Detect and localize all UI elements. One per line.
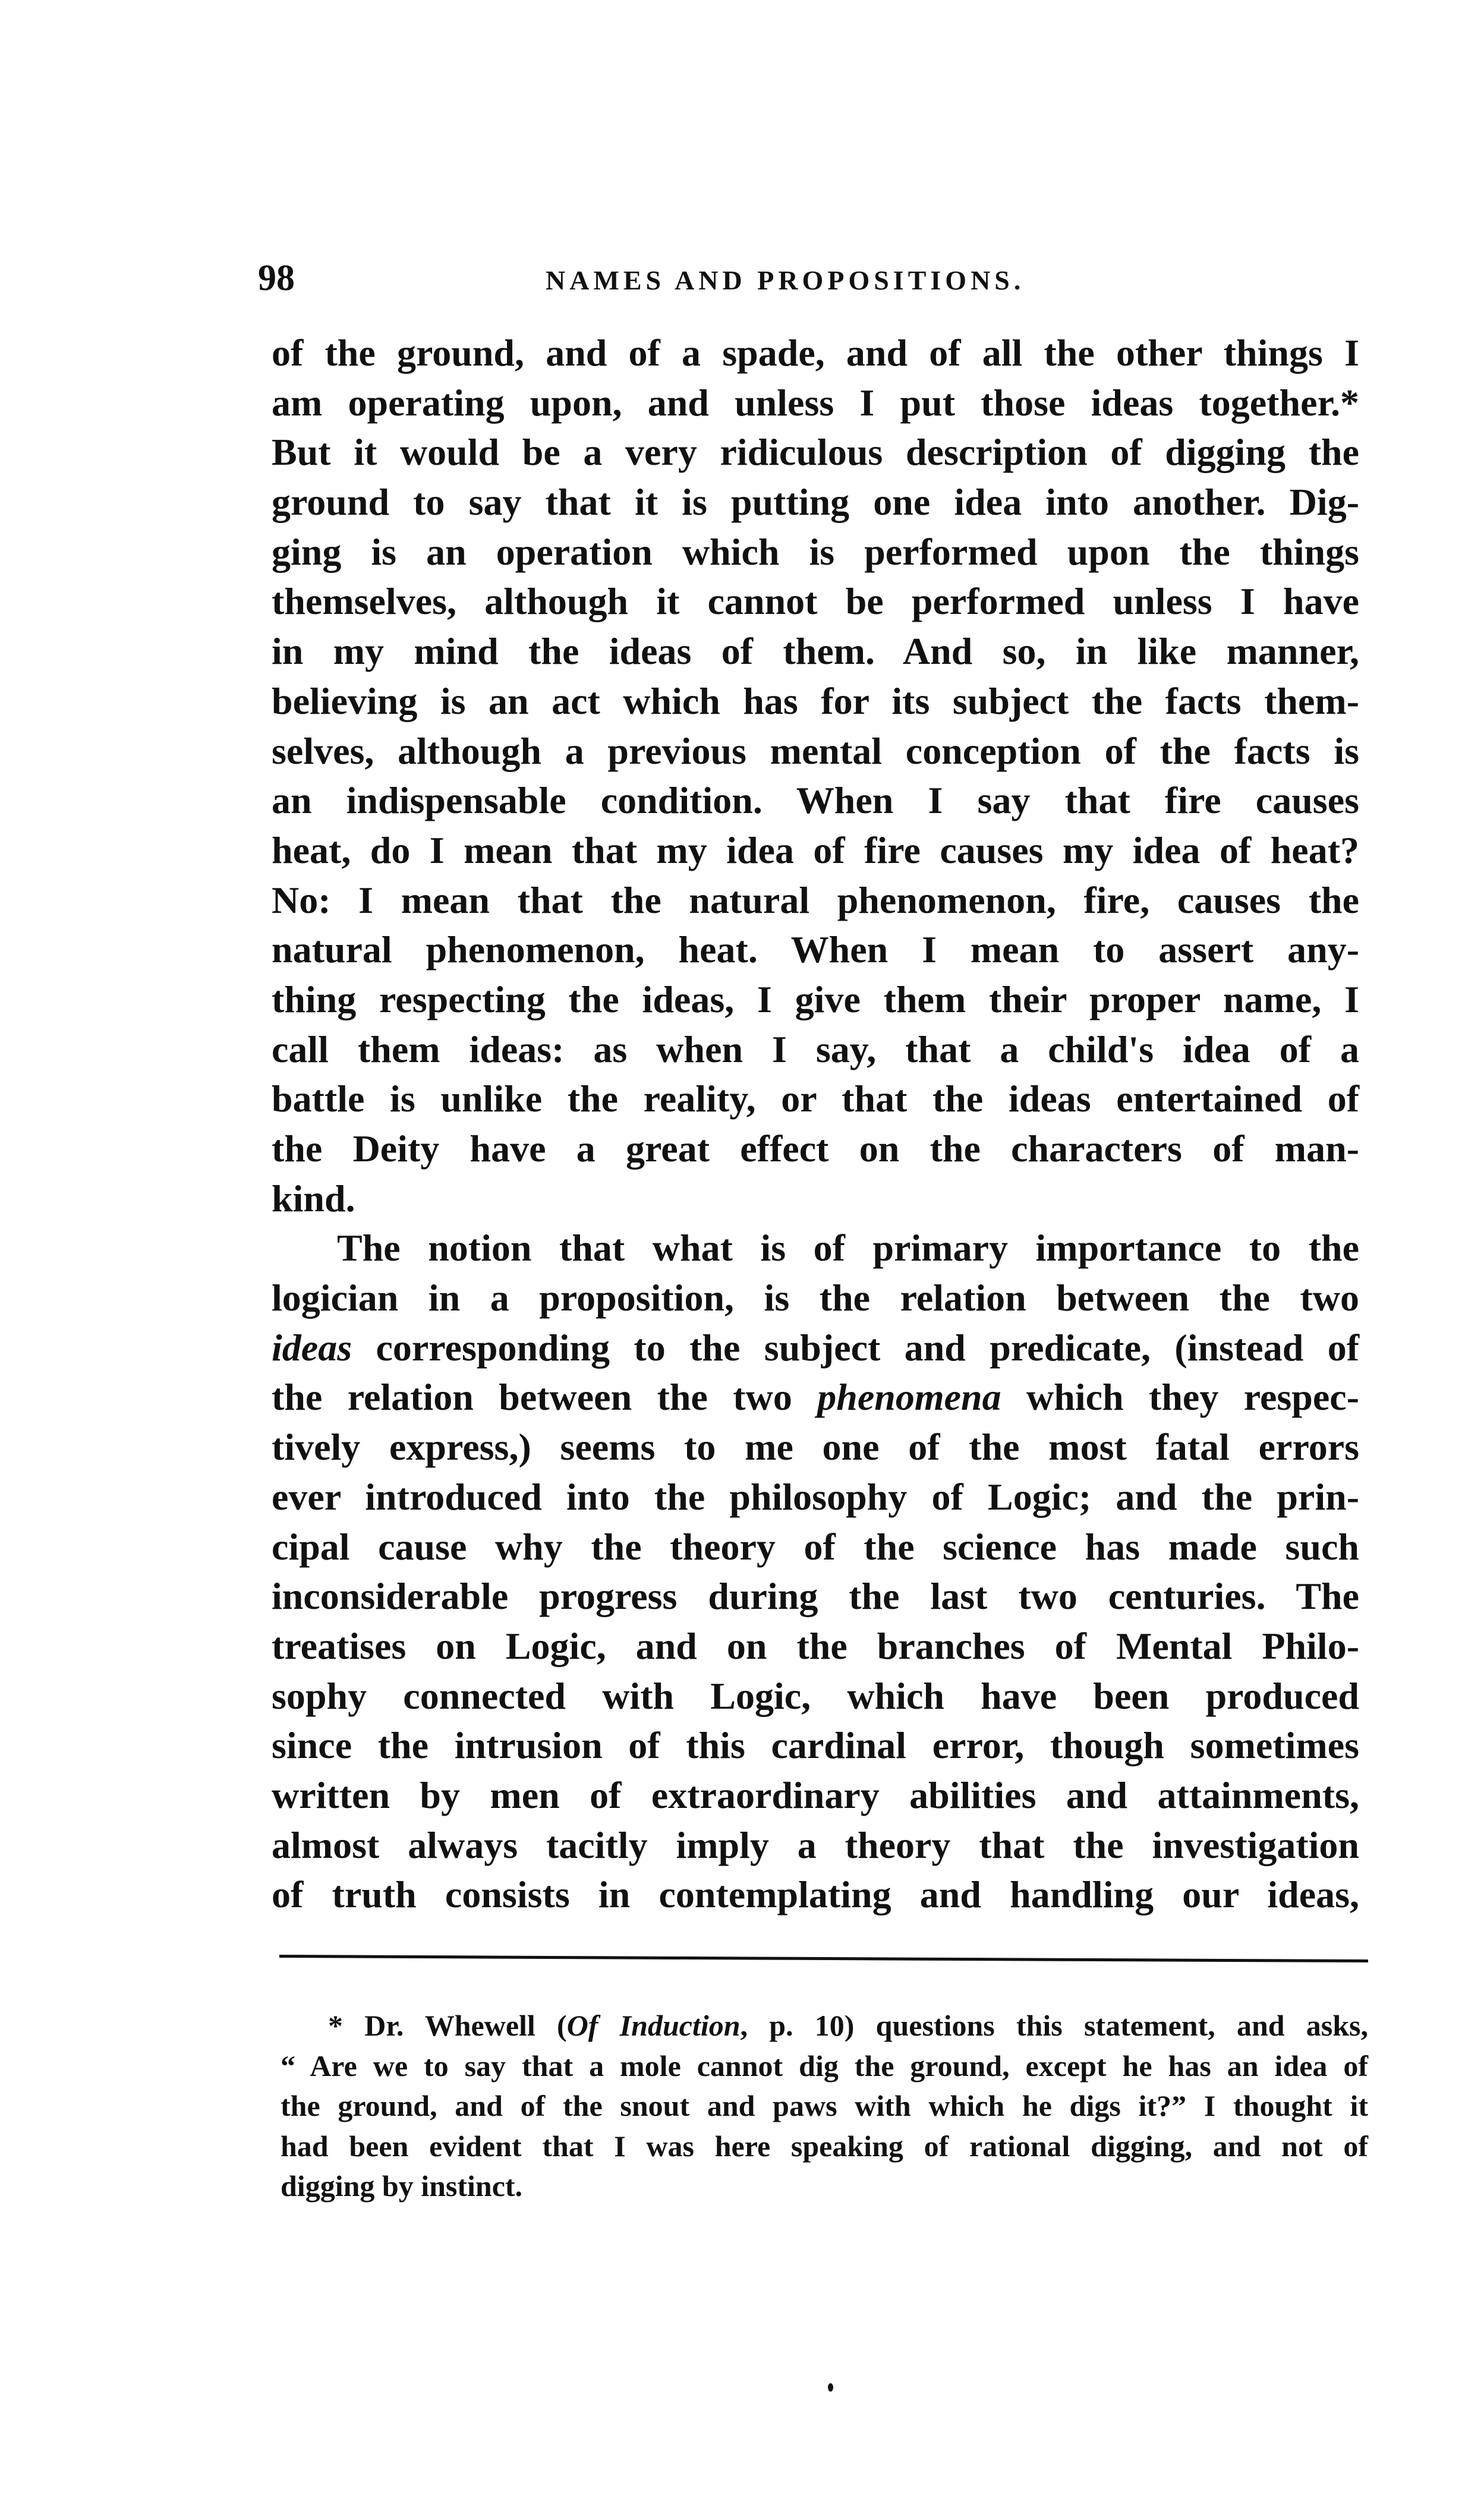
footnote-line: digging by instinct. [281,2169,523,2203]
text-line: the Deity have a great effect on the characters of man- [272,1127,1359,1170]
text-line: But it would be a very ridiculous description of digging the [272,431,1359,474]
italic-title: Of Induction [566,2009,741,2042]
text-line: themselves, although it cannot be performed unless I have [272,580,1359,623]
text-line: written by men of extraordinary abilities and attainments, [272,1773,1359,1816]
text-line: selves, although a previous mental conception of the facts is [272,729,1359,772]
text-line: logician in a proposition, is the relation between the two [272,1277,1359,1319]
text-line: battle is unlike the reality, or that the ideas entertained of [272,1078,1359,1120]
running-header [258,254,1368,302]
text-line: call them ideas: as when I say, that a child's idea of a [272,1028,1359,1070]
running-title: NAMES AND PROPOSITIONS. [546,265,1025,295]
text-line: believing is an act which has for its subject the facts them- [272,679,1359,722]
text-line: in my mind the ideas of them. And so, in like manner, [272,630,1359,673]
footnote-line: had been evident that I was here speaking of rational digging, and not of [281,2129,1368,2163]
footnote-line: “ Are we to say that a mole cannot dig the ground, except he has an idea of [281,2049,1368,2083]
text-line: since the intrusion of this cardinal error, though sometimes [272,1724,1359,1767]
text-line: ideas corresponding to the subject and predicate, (instead of [272,1326,1359,1369]
text-line: ever introduced into the philosophy of Logic; and the prin- [272,1475,1359,1518]
italic-term: ideas [272,1326,352,1369]
text-line: almost always tacitly imply a theory that the investigation [272,1823,1359,1866]
text-line: No: I mean that the natural phenomenon, fire, causes the [272,878,1359,921]
text-line: an indispensable condition. When I say that fire causes [272,779,1359,822]
text-line: kind. [272,1177,355,1220]
footnote [281,2006,1368,2207]
text-line: of the ground, and of a spade, and of all the other things I [272,332,1359,374]
text-line: ground to say that it is putting one idea into another. Dig- [272,481,1359,524]
text-line: inconsiderable progress during the last two centuries. The [272,1575,1359,1618]
page-number: 98 [258,258,295,298]
text-line: am operating upon, and unless I put those ideas together.* [272,381,1359,424]
text-line: the relation between the two phenomena which they respec- [272,1376,1360,1419]
text-line: thing respecting the ideas, I give them their proper name, I [272,978,1359,1020]
text-line: ging is an operation which is performed upon the things [272,530,1359,573]
text-line: of truth consists in contemplating and handling our ideas, [272,1873,1359,1916]
footnote-line: * Dr. Whewell (Of Induction, p. 10) questions this statement, and asks, [328,2009,1368,2042]
footnote-line: the ground, and of the snout and paws with which he digs it?” I thought it [281,2089,1368,2122]
italic-term: phenomena [817,1376,1001,1419]
footnote-divider [279,1955,1368,1962]
text-line: cipal cause why the theory of the science has made such [272,1525,1359,1568]
text-line: tively express,) seems to me one of the most fatal errors [272,1426,1359,1469]
text-line: sophy connected with Logic, which have been produced [272,1674,1359,1717]
signature-mark [828,2383,833,2392]
paragraph-start-line: The notion that what is of primary importance to the [337,1227,1359,1269]
text-line: natural phenomenon, heat. When I mean to assert any- [272,928,1359,971]
text-line: treatises on Logic, and on the branches of Mental Philo- [272,1624,1359,1667]
text-line: heat, do I mean that my idea of fire causes my idea of heat? [272,828,1359,871]
body-text [272,328,1359,1920]
